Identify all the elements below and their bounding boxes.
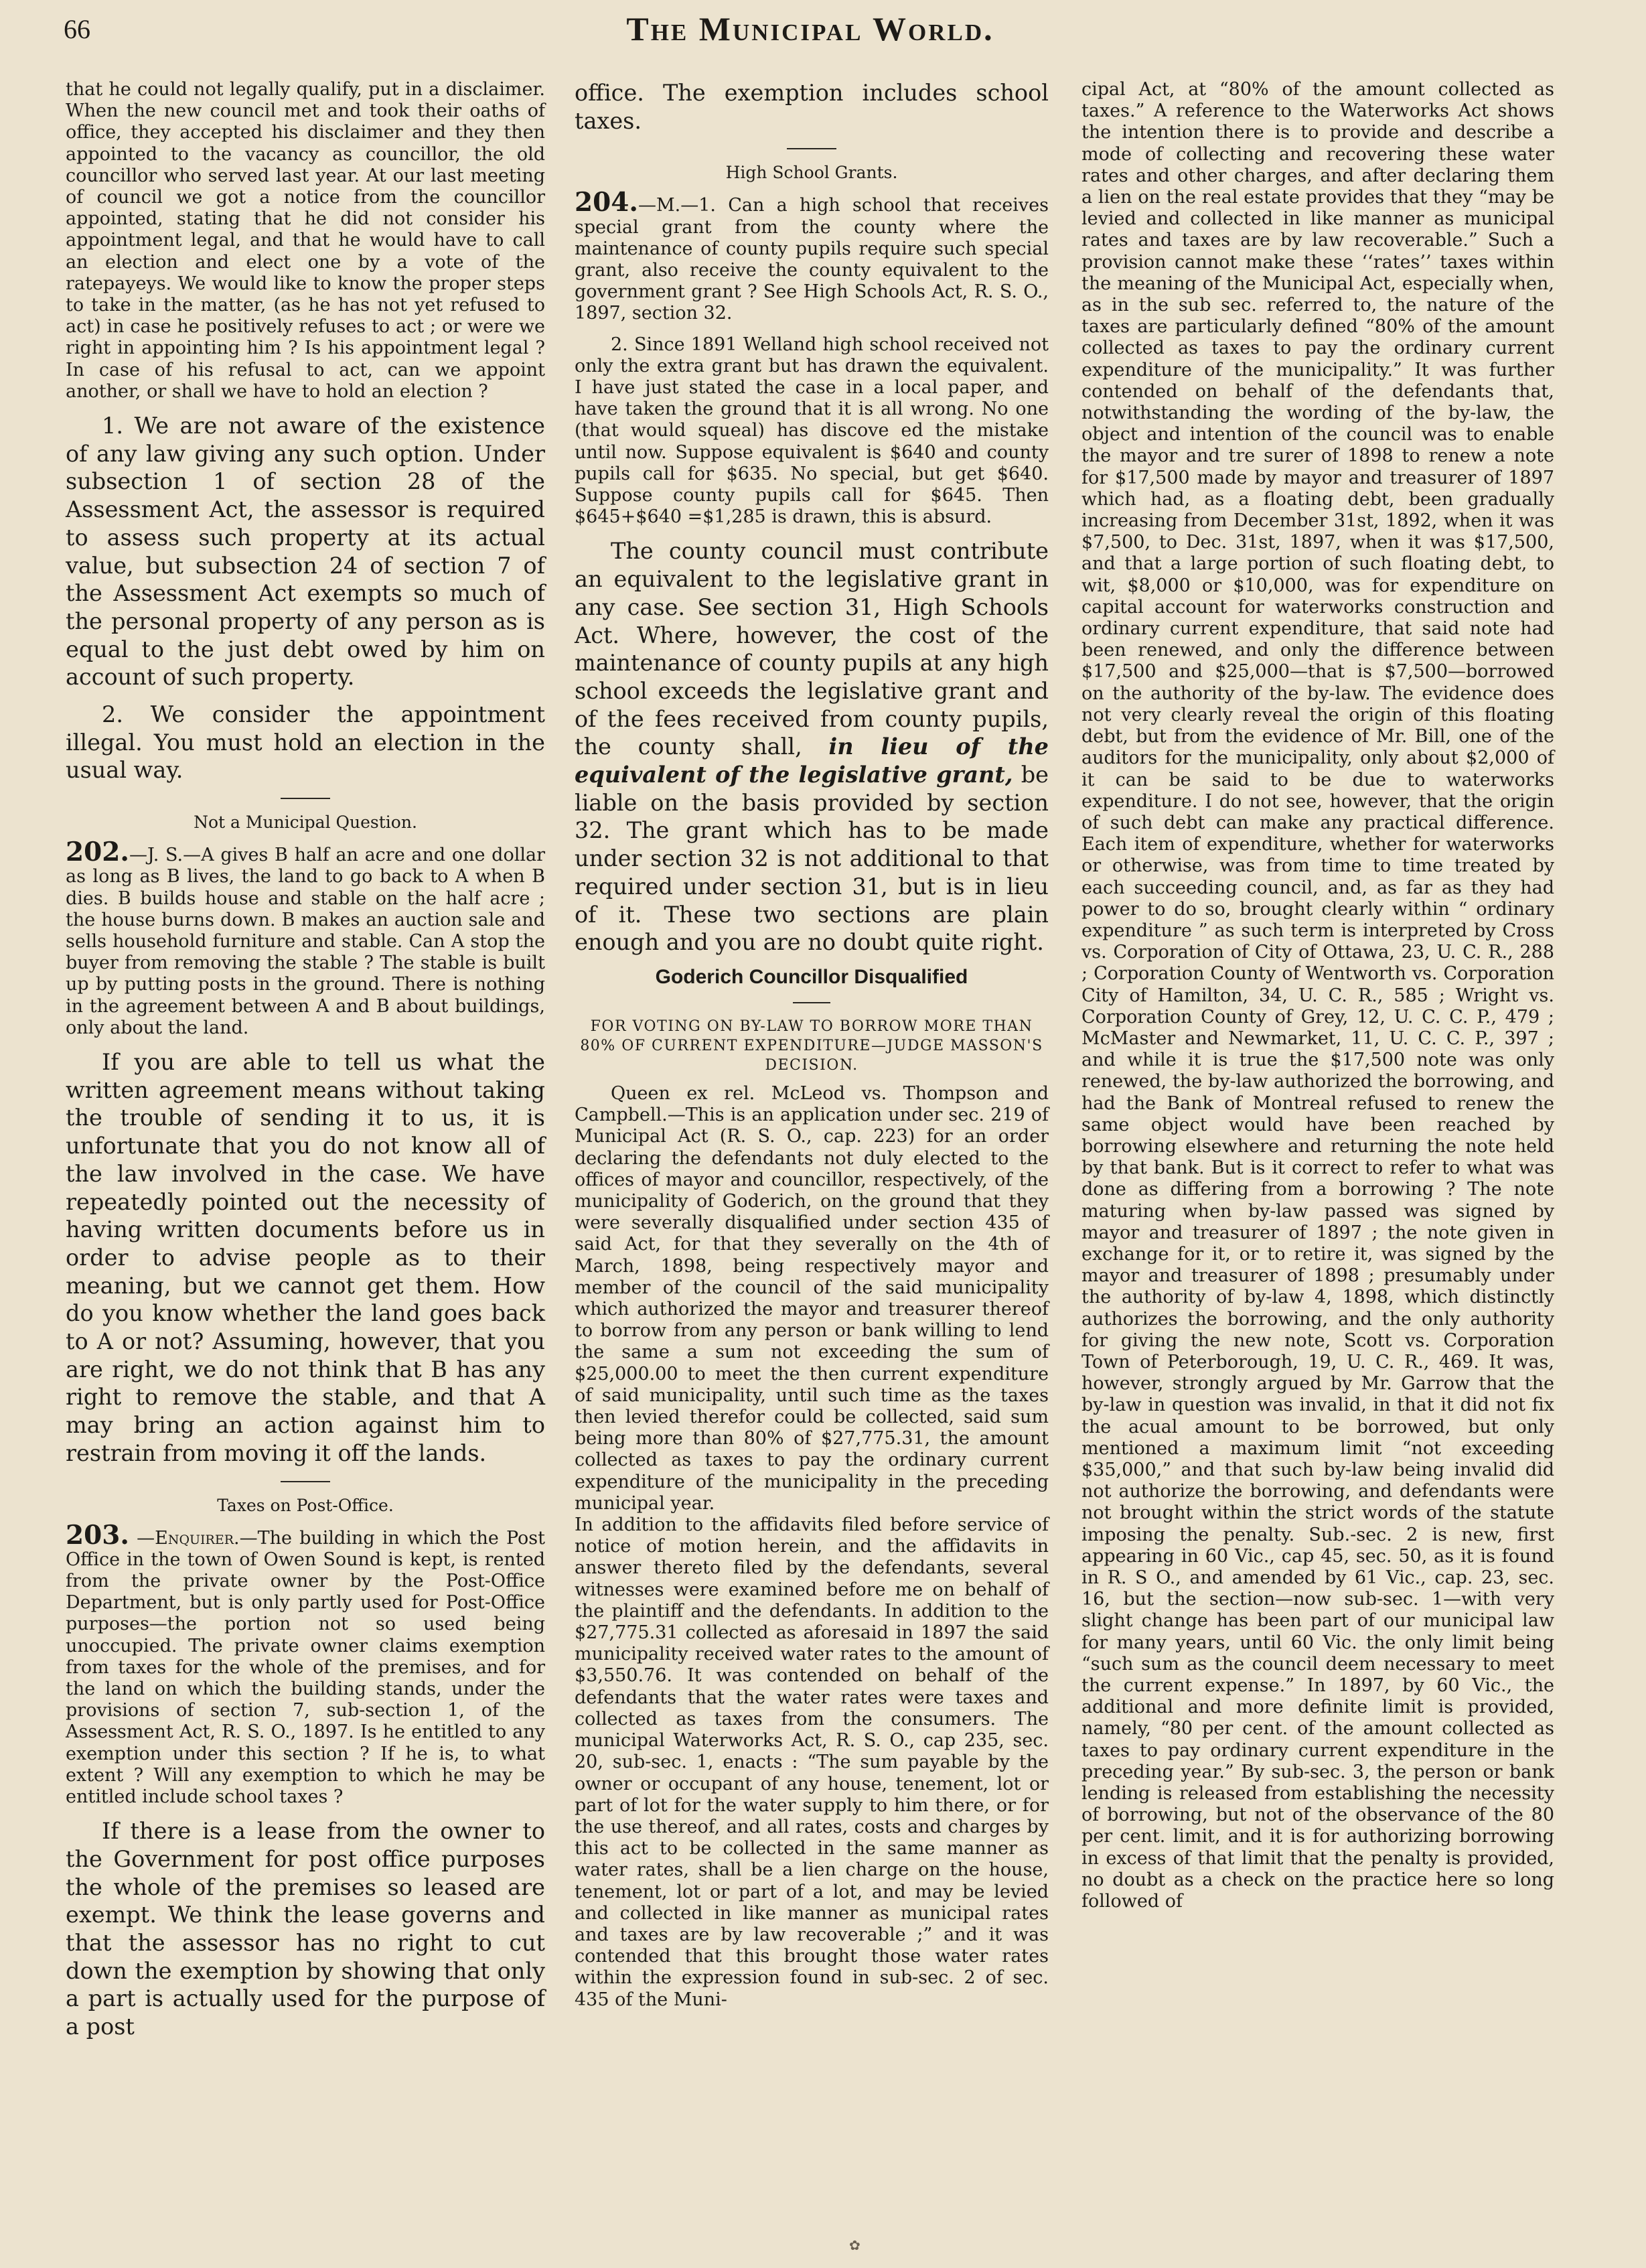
question-203: 203. —Enquirer.—The building in which the Post Office in the town of Owen Sound is kept, is rented from the private owner by the Post-Office Department, but is only partly used for Post-Office purposes—the portion not so used being unoccupied. The private owner claims exemption from taxes for the whole of the premises, and for the land on which the building stands, under the provisions of section 7, sub-section 1, of the Assessment Act, R. S. O., 1897. Is he entitled to any exemption under this section ? If he is, to what extent ? Will any exemption to which he may be entitled include school taxes ? [66, 1519, 545, 1807]
question-text: —The building in which the Post Office in the town of Owen Sound is kept, is rented from the private owner by the Post-Office Department, but is only partly used for Post-Office purposes—the portion not so used being unoccupied. The private owner claims exemption from taxes for the whole of the premises, and for the land on which the building stands, under the provisions of section 7, sub-section 1, of the Assessment Act, R. S. O., 1897. Is he entitled to any exemption under this section ? If he is, to what extent ? Will any exemption to which he may be entitled include school taxes ? [66, 1527, 545, 1807]
article-paragraph: Queen ex rel. McLeod vs. Thompson and Campbell.—This is an application under sec. 219 of Municipal Act (R. S. O., cap. 223) for an order declaring the defendants not duly elected to the offices of mayor and councillor, respectively, of the municipality of Goderich, on the ground that they were severally disqualified under section 435 of said Act, for that they severally on the 4th of March, 1898, being respectively mayor and member of the council of the said municipality which authorized the mayor and treasurer thereof to borrow from any person or bank willing to lend the same a sum not exceeding the sum of $25,000.00 to meet the then current expenditure of said municipality, until such time as the taxes then levied therefor could be collected, said sum being more than 80% of $27,775.31, the amount collected as taxes to pay the ordinary current expenditure of the municipality in the preceding municipal year. [575, 1083, 1049, 1514]
article-paragraph: In addition to the affidavits filed before service of notice of motion herein, and the affidavits in answer thereto filed by the defendants, several witnesses were examined before me on behalf of the plaintiff and the defendants. In addition to the $27,775.31 collected as aforesaid in 1897 the said municipality received water rates to the amount of $3,550.76. It was contended on behalf of the defendants that the water rates were taxes and collected as taxes from the consumers. The municipal Waterworks Act, R. S. O., cap 235, sec. 20, sub-sec. 1, enacts : “The sum payable by the owner or occupant of any house, tenement, lot or part of lot for the water supply to him there, or for the use thereof, and all rates, costs and charges by this act to be collected in the same manner as water rates, shall be a lien charge on the house, tenement, lot or part of a lot, and may be levied and collected in like manner as municipal rates and taxes are by law recoverable ;” and it was contended that this brought those water rates within the expression found in sub-sec. 2 of sec. 435 of the Muni- [575, 1514, 1049, 2010]
question-number: 203. [66, 1519, 129, 1551]
question-204 [575, 187, 1049, 324]
question-author: Enquirer. [155, 1527, 240, 1549]
answer-paragraph: 2. We consider the appointment illegal. You must hold an election in the usual way. [66, 701, 545, 784]
answer-202: If you are able to tell us what the written agreement means without taking the trouble of sending it to us, it is unfortunate that you do not know all of the law involved in the case. We have repeatedly pointed out the necessity of having written documents before us in order to advise people as to their meaning, but we cannot get them. How do you know whether the land goes back to A or not? Assuming, however, that you are right, we do not think that B has any right to remove the stable, and that A may bring an action against him to restrain from moving it off the lands. [66, 1049, 545, 1466]
divider [281, 798, 330, 799]
article-subtitle: FOR VOTING ON BY-LAW TO BORROW MORE THAN 80% OF CURRENT EXPENDITURE—JUDGE MASSON'S DECISION. [580, 1018, 1043, 1074]
question-number: 202. [66, 837, 129, 868]
journal-title: The Municipal World. [626, 10, 994, 48]
answer-paragraph: 1. We are not aware of the existence of any law giving any such option. Under subsection 1 of section 28 of the Assessment Act, the assessor is required to assess such property at its actual value, but subsection 24 of section 7 of the Assessment Act exempts so much of the personal property of any person as is equal to the just debt owed by him on account of such property. [66, 413, 545, 691]
column-left [66, 79, 545, 2041]
article-paragraph-continued: cipal Act, at “80% of the amount collected as taxes.” A reference to the Waterworks Act shows the intention there is to provide and describe a mode of collecting and recovering these water rates and other charges, and after declaring them a lien on the real estate provides that they “may be levied and collected in like manner as municipal rates and taxes are by law recoverable.” Such a provision cannot make these ‘‘rates’’ taxes within the meaning of the Municipal Act, especially when, as in the sub sec. referred to, the nature of the taxes are particularly defined “80% of the amount collected as taxes to pay the ordinary current expenditure of the municipality.” It was further contended on behalf of the defendants that, notwithstanding the wording of the by-law, the object and intention of the council was to enable the mayor and tre surer of 1898 to renew a note for $17,500 made by mayor and treasurer of 1897 which had, as a floating debt, been gradually increasing from December 31st, 1892, when it was $7,500, to Dec. 31st, 1897, when it was $17,500, and that a large portion of such floating debt, to wit, $8,000 or $10,000, was for expenditure on capital account for waterworks construction and ordinary current expenditure, that said note had been renewed, and only the difference between $17,500 and $25,000—that is $7,500—borrowed on the authority of the by-law. The evidence does not very clearly reveal the origin of this floating debt, but from the evidence of Mr. Bill, one of the auditors for the municipality, only about $2,000 of it can be said to be due to waterworks expenditure. I do not see, however, that the origin of such debt can make any practical difference. Each item of expenditure, whether for waterworks or otherwise, was from time to time treated by each succeeding council, and, as far as they had power to do so, brought clearly within “ ordinary expenditure ” as such term is interpreted by Cross vs. Corporation of City of Ottawa, 23, U. C. R., 288 ; Corporation County of Wentworth vs. Corporation City of Hamilton, 34, U. C. R., 585 ; Wright vs. Corporation County of Grey, 12, U. C. C. P., 479 ; McMaster and Newmarket, 11, U. C. C. P., 397 ; and while it is true the $17,500 note was only renewed, the by-law authorized the borrowing, and had the Bank of Montreal refused to renew the same object would have been reached by borrowing elsewhere and returning the note held by that bank. But is it correct to refer to what was done as differing from a borrowing ? The note maturing when by-law passed was signed by mayor and treasurer of 1897 ; the note given in exchange for it, or to retire it, was signed by the mayor and treasurer of 1898 ; presumably under the authority of by-law 4, 1898, which distinctly authorizes the borrowing, and the only authority for giving the new note, Scott vs. Corporation Town of Peterborough, 19, U. C. R., 469. It was, however, strongly argued by Mr. Garrow that the by-law in question was invalid, in that it did not fix the acual amount to be borrowed, but only mentioned a maximum limit “not exceeding $35,000,” and that such by-law being invalid did not authorize the borrowing, and defendants were not brought within the strict words of the statute imposing the penalty. Sub.-sec. 2 is new, first appearing in 60 Vic., cap 45, sec. 50, as it is found in R. S O., and amended by 61 Vic., cap. 23, sec. 16, but the section—now sub-sec. 1—with very slight change has been part of our municipal law for many years, until 60 Vic. the only limit being “such sum as the council deem necessary to meet the current expense.” In 1897, by 60 Vic., the additional and more definite limit is provided, namely, “80 per cent. of the amount collected as taxes to pay ordinary current expenditure in the preceding year.” By sub-sec. 3, the person or bank lending is released from establishing the necessity of borrowing, but not of the observance of the 80 per cent. limit, and it is for authorizing borrowing in excess of that limit that the penalty is provided, no doubt as a check on the practice here so long followed of [1081, 79, 1554, 1912]
divider [281, 1481, 330, 1482]
question-continued: that he could not legally qualify, put in a disclaimer. When the new council met and took their oaths of office, they accepted his disclaimer and they then appointed to the vacancy as councillor, the old councillor who served last year. At our last meeting of council we got a notice from the councillor appointed, stating that he did not consider his appointment legal, and that he would have to call an election and elect one by a vote of the ratepayeys. We would like to know the proper steps to take in the matter, (as he has not yet refused to act) in case he positively refuses to act ; or were we right in appointing him ? Is his appointment legal ? In case of his refusal to act, can we appoint another, or shall we have to hold an election ? [66, 79, 545, 402]
footer-ornament: ✿ [849, 2237, 861, 2253]
article-title: Goderich Councillor Disqualified [655, 966, 968, 988]
page-header [64, 9, 1557, 50]
divider [793, 1002, 830, 1003]
question-text: —J. S.—A gives B half an acre and one dollar as long as B lives, the land to go back to A when B dies. B builds house and stable on the half acre ; the house burns down. B makes an auction sale and sells household furniture and stable. Can A stop the buyer from removing the stable ? The stable is built up by putting posts in the ground. There is nothing in the agreement between A and B about buildings, only about the land. [66, 845, 545, 1038]
divider [787, 148, 836, 149]
answer-204: The county council must contribute an equivalent to the legislative grant in any case. See section 31, High Schools Act. Where, however, the cost of the maintenance of county pupils at any high school exceeds the legislative grant and of the fees received from county pupils, the county shall, in lieu of the equivalent of the legislative grant, be liable on the basis provided by section 32. The grant which has to be made under section 32 is not additional to that required under section 31, but is in lieu of it. These two sections are plain enough and you are no doubt quite right. [575, 538, 1049, 956]
question-text: —M.—1. Can a high school that receives special grant from the county where the maintenance of county pupils require such special grant, also receive the county equivalent to the government grant ? See High Schools Act, R. S. O., 1897, section 32. [575, 195, 1049, 324]
question-204-part2: 2. Since 1891 Welland high school received not only the extra grant but has drawn the equivalent. I have just stated the case in a local paper, and have taken the ground that it is all wrong. No one (that would squeal) has discove ed the mistake until now. Suppose equivalent is $640 and county pupils call for $635. No special, but get $640. Suppose county pupils call for $645. Then $645+$640 =$1,285 is drawn, this is absurd. [575, 334, 1049, 528]
section-heading: Taxes on Post-Office. [217, 1495, 394, 1515]
section-heading: High School Grants. [725, 163, 898, 183]
page-number: 66 [64, 14, 90, 44]
column-middle [575, 79, 1049, 2011]
question-202 [66, 837, 545, 1039]
answer-203: If there is a lease from the owner to the Government for post office purposes the whole of the premises so leased are exempt. We think the lease governs and that the assessor has no right to cut down the exemption by showing that only a part is actually used for the purpose of a post [66, 1818, 545, 2040]
section-heading: Not a Municipal Question. [194, 812, 417, 833]
column-right [1081, 79, 1554, 1912]
answer-continued: office. The exemption includes school taxes. [575, 80, 1049, 134]
emphasis: in lieu of the equivalent of the legislative grant, [575, 733, 1049, 788]
question-number: 204. [575, 187, 638, 218]
